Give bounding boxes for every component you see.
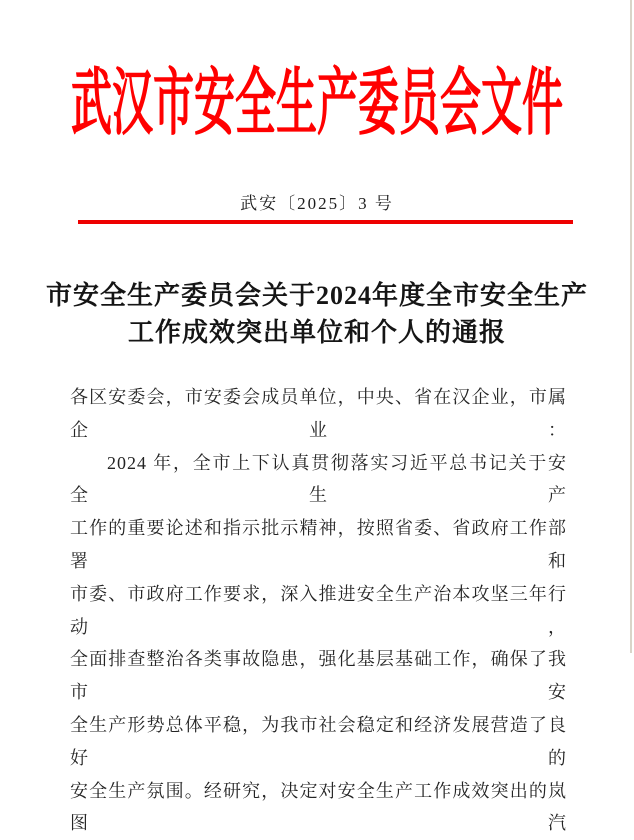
document-body bbox=[70, 381, 567, 840]
body-line-2: 工作的重要论述和指示批示精神，按照省委、省政府工作部署和 bbox=[70, 518, 567, 571]
document-number: 武安〔2025〕3 号 bbox=[240, 194, 394, 213]
document-title bbox=[0, 277, 634, 351]
document-title-line1: 市安全生产委员会关于2024年度全市安全生产 bbox=[45, 281, 588, 310]
salutation-line: 各区安委会，市安委会成员单位，中央、省在汉企业，市属企业： bbox=[70, 387, 567, 440]
scan-edge-line bbox=[630, 0, 632, 653]
red-separator-line bbox=[78, 220, 573, 224]
body-line-4: 全面排查整治各类事故隐患，强化基层基础工作，确保了我市安 bbox=[70, 649, 567, 703]
body-line-6: 安全生产氛围。经研究，决定对安全生产工作成效突出的岚图汽 bbox=[70, 780, 567, 834]
document-header-title: 武汉市安全生产委员会文件 bbox=[71, 61, 563, 144]
body-line-3: 市委、市政府工作要求，深入推进安全生产治本攻坚三年行动， bbox=[70, 583, 567, 637]
body-line-1: 2024 年，全市上下认真贯彻落实习近平总书记关于安全生产 bbox=[70, 452, 567, 506]
body-line-5: 全生产形势总体平稳，为我市社会稳定和经济发展营造了良好的 bbox=[70, 714, 567, 768]
document-title-line2: 工作成效突出单位和个人的通报 bbox=[127, 318, 506, 347]
